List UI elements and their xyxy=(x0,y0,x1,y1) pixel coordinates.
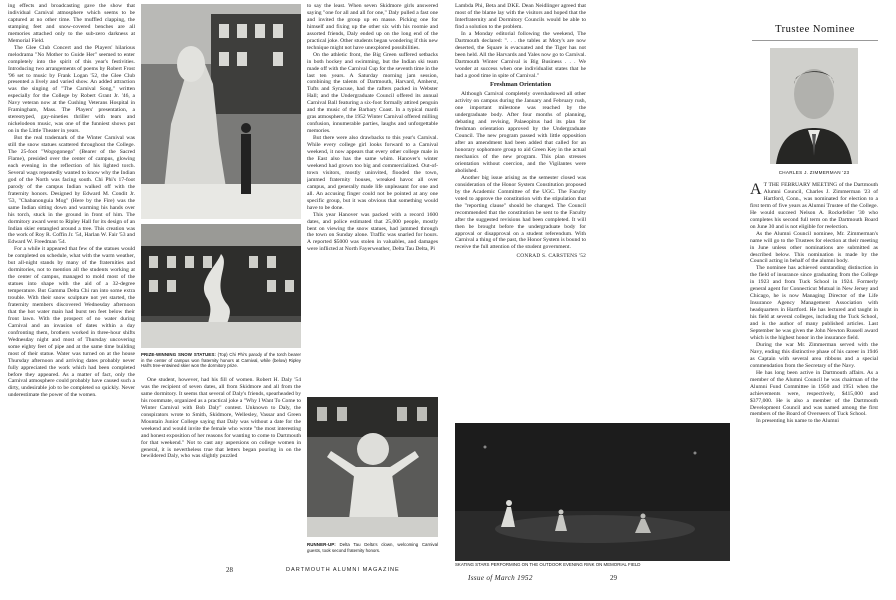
author-signature: CONRAD S. CARSTENS '52 xyxy=(516,253,586,260)
paragraph: During the war Mr. Zimmerman served with the Navy, ending this distinctive phase of his career in 1946 as Captain with several area ribbons and a special commendation from the Secretary of the Navy. xyxy=(750,341,878,369)
paragraph: As the Alumni Council nominee, Mr. Zimmerman's name will go to the Trustees for election at their meeting in June unless other nominations are submitted as described below. This nomination is made by the Council acting in behalf of the alumni body. xyxy=(750,230,878,265)
paragraph: This year Hanover was packed with a record 1600 dates, and police estimated that 25,000 people, mostly bent on viewing the snow statues, had jammed through the town on Sunday alone. Traffic was snarled for hours. A reported $5000 was stolen in valuables, and damages were inflicted at North Fayerweather, Delta Tau Delta, Pi xyxy=(307,211,438,253)
running-head-right xyxy=(468,574,533,582)
left-column-1 xyxy=(8,3,135,563)
sidebar-title: Trustee Nominee xyxy=(775,24,855,35)
paragraph: But the real trademark of the Winter Carnival was still the snow statues scattered throughout the College. The 25-foot "Wogogonego" (Bearer of the Sacred Flame), presided over the center of campus, glowing each evening in the reflection of his lighted torch. Several wags repeatedly wanted to know why the Indian god of the North was facing south. Chi Phi's 17-foot parody of the campus Indian walked off with the fraternity honors. Designed by Edward M. Condit Jr. '53, "Chabanonguia Mog" (Here by the Fire) was the same Indian sitting down and warming his hands over his torch, stuck in the ground in front of him. The dormitory award went to Ripley Hall for its design of an Indian skier entangled around a tree. This creation was the work of Roy R. Coffin Jr. '54, Harlan W. Fair '53 and Edward W. Freedman '54. xyxy=(8,135,135,246)
drop-cap: A xyxy=(750,182,762,198)
page-number-right: 29 xyxy=(610,574,617,582)
paragraph: Lambda Phi, Beta and DKE. Dean Neidlinger agreed that most of the blame lay with the visitors and hoped that the Interfraternity and Dormitory Councils would be able to find a solution to the problem. xyxy=(455,3,586,30)
sidebar-lead-paragraph xyxy=(750,182,878,231)
skating-stars-photo xyxy=(455,423,730,561)
page-number-left: 28 xyxy=(226,566,233,574)
paragraph: In presenting his name to the Alumni xyxy=(756,418,839,425)
paragraph: In a Monday editorial following the weekend, The Dartmouth declared: ". . . the tables at Mory's are now deserted, the Square is evacuated and the Tiger has not been held. All the Harvards and Yales now go to Carnival. Dartmouth Winter Carnival is Big Business . . . We wonder at success when one individualist states that he had a good time in spite of Carnival." xyxy=(455,30,586,79)
sidebar-text xyxy=(750,182,878,592)
photo-caption-small xyxy=(307,542,438,558)
caption-lead: RUNNER-UP: xyxy=(307,542,336,547)
lead-text: T THE FEBRUARY MEETING of the Dartmouth Alumni Council, Charles J. Zimmerman '23 of Hartford, Conn., was nominated for election to a first term of five years as Alumni Trustee of the College. He would succeed Nelson A. Rockefeller '30 who completes his second full term on the Dartmouth Board on June 30 and is not eligible for reelection. xyxy=(750,182,878,230)
paragraph: Although Carnival completely overshadowed all other activity on campus during the January and February rush, one important milestone was reached by the undergraduate body. After four months of planning, debating and revising, Palaeopitus had its plan for freshman orientation approved by the Undergraduate Council. The new program passed with little opposition after an amendment had been added that called for an honorary sophomore group to aid Green Key in the actual mechanics of the new program. This plan stresses orientation without coercion, and the Vigilantes were abolished. xyxy=(455,91,586,174)
caption-lead: PRIZE-WINNING SNOW STATUES: xyxy=(141,352,216,357)
paragraph: He has long been active in Dartmouth affairs. As a member of the Alumni Council he was chairman of the Alumni Fund Committee in 1950 and 1951 when the achievements were, respectively, $415,000 and $377,000. He is also a member of the Dartmouth Development Council and was named among the first members of the Board of Overseers of Tuck School. xyxy=(750,369,878,418)
paragraph: Another big issue arising as the semester closed was consideration of the Honor System Constitution proposed by the Academic Committee of the UGC. The Faculty voted to approve the constitution with the stipulation that the "reporting clause" should be changed. The Council recommended that the constitution be sent to the Faculty after the suggested revisions had been completed. It will then be brought before the undergraduate body for approval or disapproval on a student referendum. With Carnival a thing of the past, the Honor System is bound to receive the full attention of the student government. xyxy=(455,174,586,251)
snow-statue-photo-top xyxy=(141,4,301,219)
portrait-photo xyxy=(770,48,858,164)
caption-text: Delta Tau Delta's clown, welcoming Carnival guests, took second fraternity honors. xyxy=(307,542,438,553)
paragraph: For a while it appeared that few of the statues would be completed on schedule, what with the warm weather, but all-night stands by many of the fraternities and dormitories, not to mention all the students working at the center of campus, managed to mold most of the statues into shape with the aid of a 32-degree temperature. But Gamma Delta Chi ran into some extra trouble. With their snow sculpture not yet started, the fraternity members discovered Wednesday afternoon that the hot water main had burst ten feet below their front lawn. With the prospect of no water during Carnival and an invasion of dates within a day confronting them, brothers worked in three-hour shifts Wednesday night and most of Thursday uncovering some eighty feet of pipe and at the same time building most of their statue. Water was turned on at the house Thursday afternoon and arriving dates probably never fully appreciated the work which had been completed before they appeared. As a matter of fact, only the Carnival atmosphere could probably have caused such a dirty, undesirable job to be completed so quickly. Never underestimate the power of the women. xyxy=(8,246,135,399)
skating-photo-caption: SKATING STARS PERFORMING ON THE OUTDOOR EVENING RINK ON MEMORIAL FIELD xyxy=(455,562,641,567)
snow-statue-photo-bottom xyxy=(141,224,301,348)
paragraph: ing effects and broadcasting gave the show that individual Carnival atmosphere which seems to be captured at no other time. The muffled clapping, the stamping feet and snow-covered benches are all memories attached only to the sub-zero darkness at Memorial Field. xyxy=(8,3,135,44)
left-column-3 xyxy=(307,3,438,389)
left-column-2-lower xyxy=(141,377,301,563)
paragraph: The nominee has achieved outstanding distinction in the field of insurance since graduating from the College in 1923 and from Tuck School in 1924. Formerly general agent for Connecticut Mutual in New Jersey and Chicago, he is now Managing Director of the Life Insurance Agency Management Association with headquarters in Hartford. He has lectured and taught in his field at several colleges, including the Tuck School, and is the author of many published articles. Last September he was given the John Newton Russell award which is the highest honor in the insurance field. xyxy=(750,265,878,341)
paragraph: On the athletic front, the Big Green suffered setbacks in both hockey and swimming, but the Indian ski team made off with the Carnival Cup for the seventh time in the last ten years. A Saturday morning jam session, combining the talents of Dartmouth, Harvard, Amherst, Tufts and Syracuse, had the rafters packed in Webster Hall; and the Undergraduate Council offered its annual Carnival Ball featuring a six-foot formally attired penguin and the music of the Barbary Coast. In a typical mardi gras atmosphere, the 1952 Winter Carnival offered milling confusion, innumerable parties, laughs and unforgettable memories. xyxy=(307,51,438,135)
clown-statue-photo xyxy=(307,397,438,537)
sidebar-rule xyxy=(752,40,878,41)
paragraph: to say the least. When seven Skidmore girls answered saying "one for all and all for one," Daly pulled a fast one and invited the group up en masse. Picking one for himself and fixing up the other six with his roomie and assorted friends, Daly ended up on the long end of the practical joke. Other students began wondering if this new technique might not have unexplored possibilities. xyxy=(307,3,438,51)
paragraph: The Glee Club Concert and the Players' hilarious melodrama "No Mother to Guide Her" seemed to enter completely into the spirit of this year's festivities. Introducing two arrangements of poems by Robert Frost '96 set to music by Frank Logan '52, the Glee Club presented a lively and varied show. An added attraction was the singing of "The Carnival Song," written especially for the College by Robert Grant Jr. '46, a Navy veteran now at the Cushing Veterans Hospital in Framingham, Mass. The Players' presentation, a stereotyped, gay-nineties thriller with tears and nickelodeon music, was one of the funniest shows put on in the Little Theater in years. xyxy=(8,44,135,135)
paragraph: One student, however, had his fill of women. Robert H. Daly '54 was the recipient of seven dates, all from Skidmore and all from the same dormitory. It seems that several of Daly's friends, spearheaded by his roommate, organized as a practical joke a "Why I Want To Come to Winter Carnival with Bob Daly" contest. Unknown to Daly, the conspirators wrote to Smith, Skidmore, Wellesley, Vassar and Green Mountain Junior College saying that Daly was without a date for the weekend and would invite the female who wrote "the most interesting and honest exposition of her reasons for wanting to come to Dartmouth for that weekend." Not to cast any aspersions on college women in general, it is nevertheless true that letters began pouring in on the bewildered Daly, who was slightly puzzled xyxy=(141,377,301,460)
portrait-caption: CHARLES J. ZIMMERMAN '23 xyxy=(778,170,850,175)
subhead-freshman-orientation: Freshman Orientation xyxy=(489,81,552,89)
issue-label: Issue of March 1952 xyxy=(468,574,533,582)
right-column-1 xyxy=(455,3,586,415)
photo-caption-main xyxy=(141,352,301,372)
caption-text: (Top) Chi Phi's parody of the torch bearer in the center of campus won fraternity honors at Carnival, while (below) Ripley Hall's tree-entwined skier won the dormitory prize. xyxy=(141,352,301,368)
running-head-left: DARTMOUTH ALUMNI MAGAZINE xyxy=(286,567,400,573)
paragraph: But there were also drawbacks to this year's Carnival. While every college girl looks forward to a Carnival weekend, it now appears that every other college male in the East also has the same whim. Hanover's winter weekend had grown too big and commercialized. Out-of-town visitors, mostly uninvited, flooded the town, jammed fraternity houses, wreaked havoc all over campus, and generally made life unpleasant for one and all. An accusing finger could not be pointed at any one specific group, but it was obvious that something would have to be done. xyxy=(307,135,438,211)
